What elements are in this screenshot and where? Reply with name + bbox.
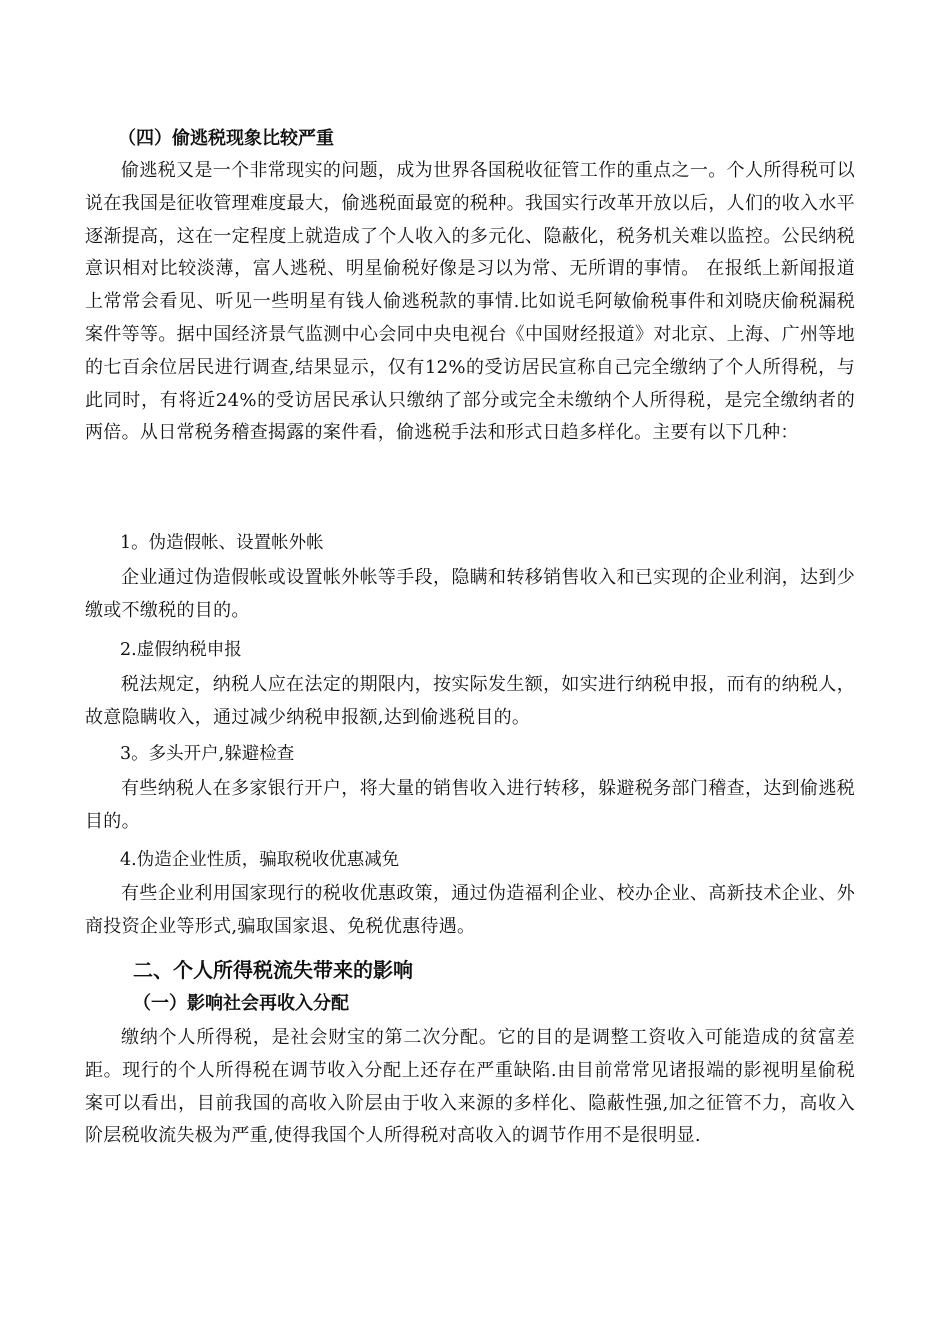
chapter-heading: 二、个人所得税流失带来的影响 <box>133 958 413 982</box>
body-paragraph: 偷逃税又是一个非常现实的问题，成为世界各国税收征管工作的重点之一。个人所得税可以说在我国是征收管理难度最大，偷逃税面最宽的税种。我国实行改革开放以后，人们的收入水平逐渐提高，这在一定程度上就造成了个人收入的多元化、隐蔽化，税务机关难以监控。公民纳税意识相对比较淡薄，富人逃税、明星偷税好像是习以为常、无所谓的事情。 在报纸上新闻报道上常常会看见、听见一些明星有钱人偷逃税款的事情.比如说毛阿敏偷税事件和刘晓庆偷税漏税案件等等。据中国经济景气监测中心会同中央电视台《中国财经报道》对北京、上海、广州等地的七百余位居民进行调查,结果显示，仅有12%的受访居民宣称自己完全缴纳了个人所得税，与此同时，有将近24%的受访居民承认只缴纳了部分或完全未缴纳个人所得税，是完全缴纳者的两倍。从日常税务稽查揭露的案件看，偷逃税手法和形式日趋多样化。主要有以下几种： <box>85 160 855 444</box>
section-heading: （四）偷逃税现象比较严重 <box>118 128 334 149</box>
list-item-body: 税法规定，纳税人应在法定的期限内，按实际发生额，如实进行纳税申报，而有的纳税人，故意隐瞒收入，通过减少纳税申报额,达到偷逃税目的。 <box>85 674 855 728</box>
list-item-title: 3。多头开户,躲避检查 <box>120 744 295 764</box>
subsection-heading: （一）影响社会再收入分配 <box>133 993 349 1014</box>
list-item-body: 企业通过伪造假帐或设置帐外帐等手段，隐瞒和转移销售收入和已实现的企业利润，达到少缴或不缴税的目的。 <box>85 567 855 621</box>
list-item-title: 2.虚假纳税申报 <box>120 640 242 660</box>
list-item-title: 4.伪造企业性质，骗取税收优惠减免 <box>120 850 400 870</box>
list-item-title: 1。伪造假帐、设置帐外帐 <box>120 533 324 553</box>
list-item-body: 有些纳税人在多家银行开户，将大量的销售收入进行转移，躲避税务部门稽查，达到偷逃税目的。 <box>85 778 855 832</box>
list-item-body: 有些企业利用国家现行的税收优惠政策，通过伪造福利企业、校办企业、高新技术企业、外商投资企业等形式,骗取国家退、免税优惠待遇。 <box>85 883 855 937</box>
body-paragraph: 缴纳个人所得税，是社会财宝的第二次分配。它的目的是调整工资收入可能造成的贫富差距。现行的个人所得税在调节收入分配上还存在严重缺陷.由目前常常见诸报端的影视明星偷税案可以看出，目前我国的高收入阶层由于收入来源的多样化、隐蔽性强,加之征管不力，高收入阶层税收流失极为严重,使得我国个人所得税对高收入的调节作用不是很明显. <box>85 1027 855 1147</box>
